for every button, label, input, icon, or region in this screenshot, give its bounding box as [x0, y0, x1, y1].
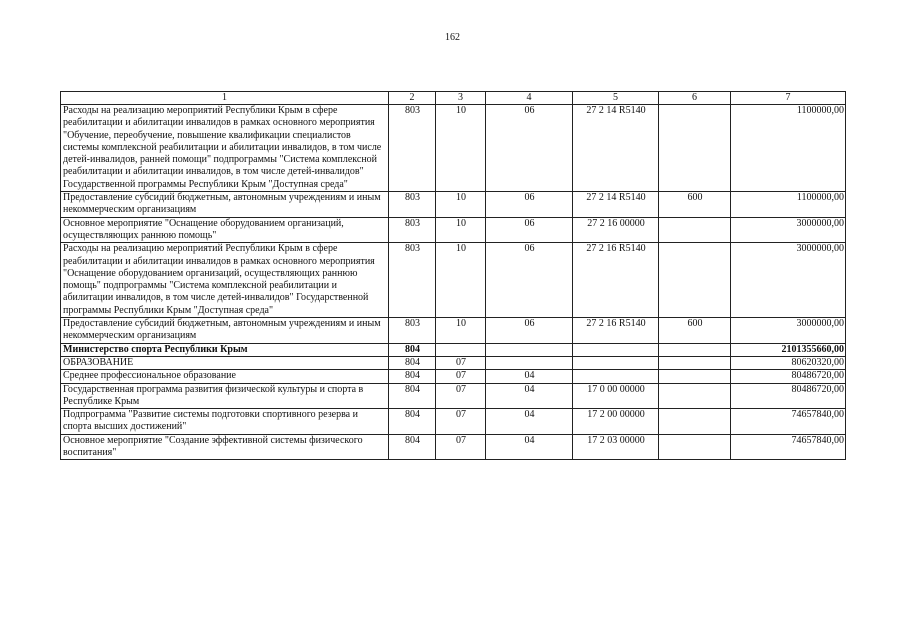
- section-cell: 10: [436, 243, 486, 318]
- row-name-cell: Предоставление субсидий бюджетным, автономным учреждениям и иным некоммерческим организациям: [61, 192, 389, 218]
- table-row: [61, 383, 846, 409]
- amount-cell: 1100000,00: [731, 192, 846, 218]
- amount-cell: 80486720,00: [731, 383, 846, 409]
- row-name-cell: Расходы на реализацию мероприятий Республики Крым в сфере реабилитации и абилитации инвалидов в рамках основного мероприятия "Оснащение оборудованием организаций, осуществляющих раннюю помощь" подпрограммы "Система комплексной реабилитации и абилитации инвалидов, в том числе детей-инвалидов" Государственной программы Республики Крым "Доступная среда": [61, 243, 389, 318]
- subsection-cell: 04: [486, 370, 573, 383]
- section-cell: 07: [436, 370, 486, 383]
- target-article-cell: 27 2 16 R5140: [573, 318, 659, 344]
- ministry-code-cell: 804: [389, 343, 436, 356]
- ministry-code-cell: 804: [389, 409, 436, 435]
- ministry-code-cell: 803: [389, 217, 436, 243]
- amount-cell: 2101355660,00: [731, 343, 846, 356]
- amount-cell: 3000000,00: [731, 243, 846, 318]
- expense-type-cell: [659, 217, 731, 243]
- amount-cell: 74657840,00: [731, 434, 846, 460]
- subsection-cell: 04: [486, 434, 573, 460]
- target-article-cell: [573, 370, 659, 383]
- row-name-cell: Государственная программа развития физической культуры и спорта в Республике Крым: [61, 383, 389, 409]
- row-name-cell: Подпрограмма "Развитие системы подготовки спортивного резерва и спорта высших достижений": [61, 409, 389, 435]
- target-article-cell: 27 2 14 R5140: [573, 105, 659, 192]
- section-cell: 07: [436, 356, 486, 369]
- ministry-code-cell: 803: [389, 318, 436, 344]
- subsection-cell: 06: [486, 105, 573, 192]
- column-header: 6: [659, 92, 731, 105]
- expense-type-cell: [659, 105, 731, 192]
- target-article-cell: 17 2 03 00000: [573, 434, 659, 460]
- expense-type-cell: [659, 409, 731, 435]
- table-row: [61, 105, 846, 192]
- section-cell: 07: [436, 434, 486, 460]
- table-body: [61, 105, 846, 460]
- section-cell: 10: [436, 318, 486, 344]
- subsection-cell: 06: [486, 217, 573, 243]
- expense-type-cell: 600: [659, 192, 731, 218]
- expense-type-cell: [659, 370, 731, 383]
- subsection-cell: [486, 343, 573, 356]
- table-row: [61, 434, 846, 460]
- section-cell: 07: [436, 409, 486, 435]
- row-name-cell: Основное мероприятие "Оснащение оборудованием организаций, осуществляющих раннюю помощь": [61, 217, 389, 243]
- subsection-cell: 06: [486, 243, 573, 318]
- section-cell: 10: [436, 192, 486, 218]
- target-article-cell: 17 0 00 00000: [573, 383, 659, 409]
- column-header: 7: [731, 92, 846, 105]
- row-name-cell: ОБРАЗОВАНИЕ: [61, 356, 389, 369]
- row-name-cell: Министерство спорта Республики Крым: [61, 343, 389, 356]
- ministry-code-cell: 804: [389, 370, 436, 383]
- amount-cell: 3000000,00: [731, 318, 846, 344]
- table-row: [61, 318, 846, 344]
- table-row: [61, 370, 846, 383]
- expense-type-cell: [659, 243, 731, 318]
- row-name-cell: Расходы на реализацию мероприятий Республики Крым в сфере реабилитации и абилитации инвалидов в рамках основного мероприятия "Обучение, переобучение, повышение квалификации специалистов системы комплексной реабилитации и абилитации инвалидов, в том числе детей-инвалидов, ранней помощи" подпрограммы "Система комплексной реабилитации и абилитации инвалидов, в том числе детей-инвалидов" Государственной программы Республики Крым "Доступная среда": [61, 105, 389, 192]
- row-name-cell: Предоставление субсидий бюджетным, автономным учреждениям и иным некоммерческим организациям: [61, 318, 389, 344]
- expense-type-cell: 600: [659, 318, 731, 344]
- column-header: 1: [61, 92, 389, 105]
- section-cell: [436, 343, 486, 356]
- row-name-cell: Среднее профессиональное образование: [61, 370, 389, 383]
- table-row: [61, 243, 846, 318]
- subsection-cell: 06: [486, 192, 573, 218]
- row-name-cell: Основное мероприятие "Создание эффективной системы физического воспитания": [61, 434, 389, 460]
- target-article-cell: [573, 343, 659, 356]
- table-row: [61, 343, 846, 356]
- section-cell: 07: [436, 383, 486, 409]
- ministry-code-cell: 803: [389, 192, 436, 218]
- header-row: [61, 92, 846, 105]
- subsection-cell: [486, 356, 573, 369]
- column-header: 4: [486, 92, 573, 105]
- ministry-code-cell: 804: [389, 434, 436, 460]
- expense-type-cell: [659, 434, 731, 460]
- amount-cell: 3000000,00: [731, 217, 846, 243]
- amount-cell: 74657840,00: [731, 409, 846, 435]
- ministry-code-cell: 803: [389, 243, 436, 318]
- subsection-cell: 06: [486, 318, 573, 344]
- amount-cell: 80620320,00: [731, 356, 846, 369]
- column-header: 2: [389, 92, 436, 105]
- target-article-cell: 17 2 00 00000: [573, 409, 659, 435]
- table-row: [61, 409, 846, 435]
- ministry-code-cell: 804: [389, 383, 436, 409]
- section-cell: 10: [436, 105, 486, 192]
- table-row: [61, 192, 846, 218]
- table-row: [61, 356, 846, 369]
- ministry-code-cell: 803: [389, 105, 436, 192]
- target-article-cell: 27 2 16 R5140: [573, 243, 659, 318]
- expense-type-cell: [659, 343, 731, 356]
- column-header: 3: [436, 92, 486, 105]
- target-article-cell: 27 2 14 R5140: [573, 192, 659, 218]
- subsection-cell: 04: [486, 383, 573, 409]
- section-cell: 10: [436, 217, 486, 243]
- target-article-cell: 27 2 16 00000: [573, 217, 659, 243]
- amount-cell: 1100000,00: [731, 105, 846, 192]
- target-article-cell: [573, 356, 659, 369]
- table-row: [61, 217, 846, 243]
- expense-type-cell: [659, 383, 731, 409]
- page-number: 162: [445, 32, 460, 43]
- expense-type-cell: [659, 356, 731, 369]
- budget-table: [60, 91, 846, 460]
- column-header: 5: [573, 92, 659, 105]
- amount-cell: 80486720,00: [731, 370, 846, 383]
- subsection-cell: 04: [486, 409, 573, 435]
- ministry-code-cell: 804: [389, 356, 436, 369]
